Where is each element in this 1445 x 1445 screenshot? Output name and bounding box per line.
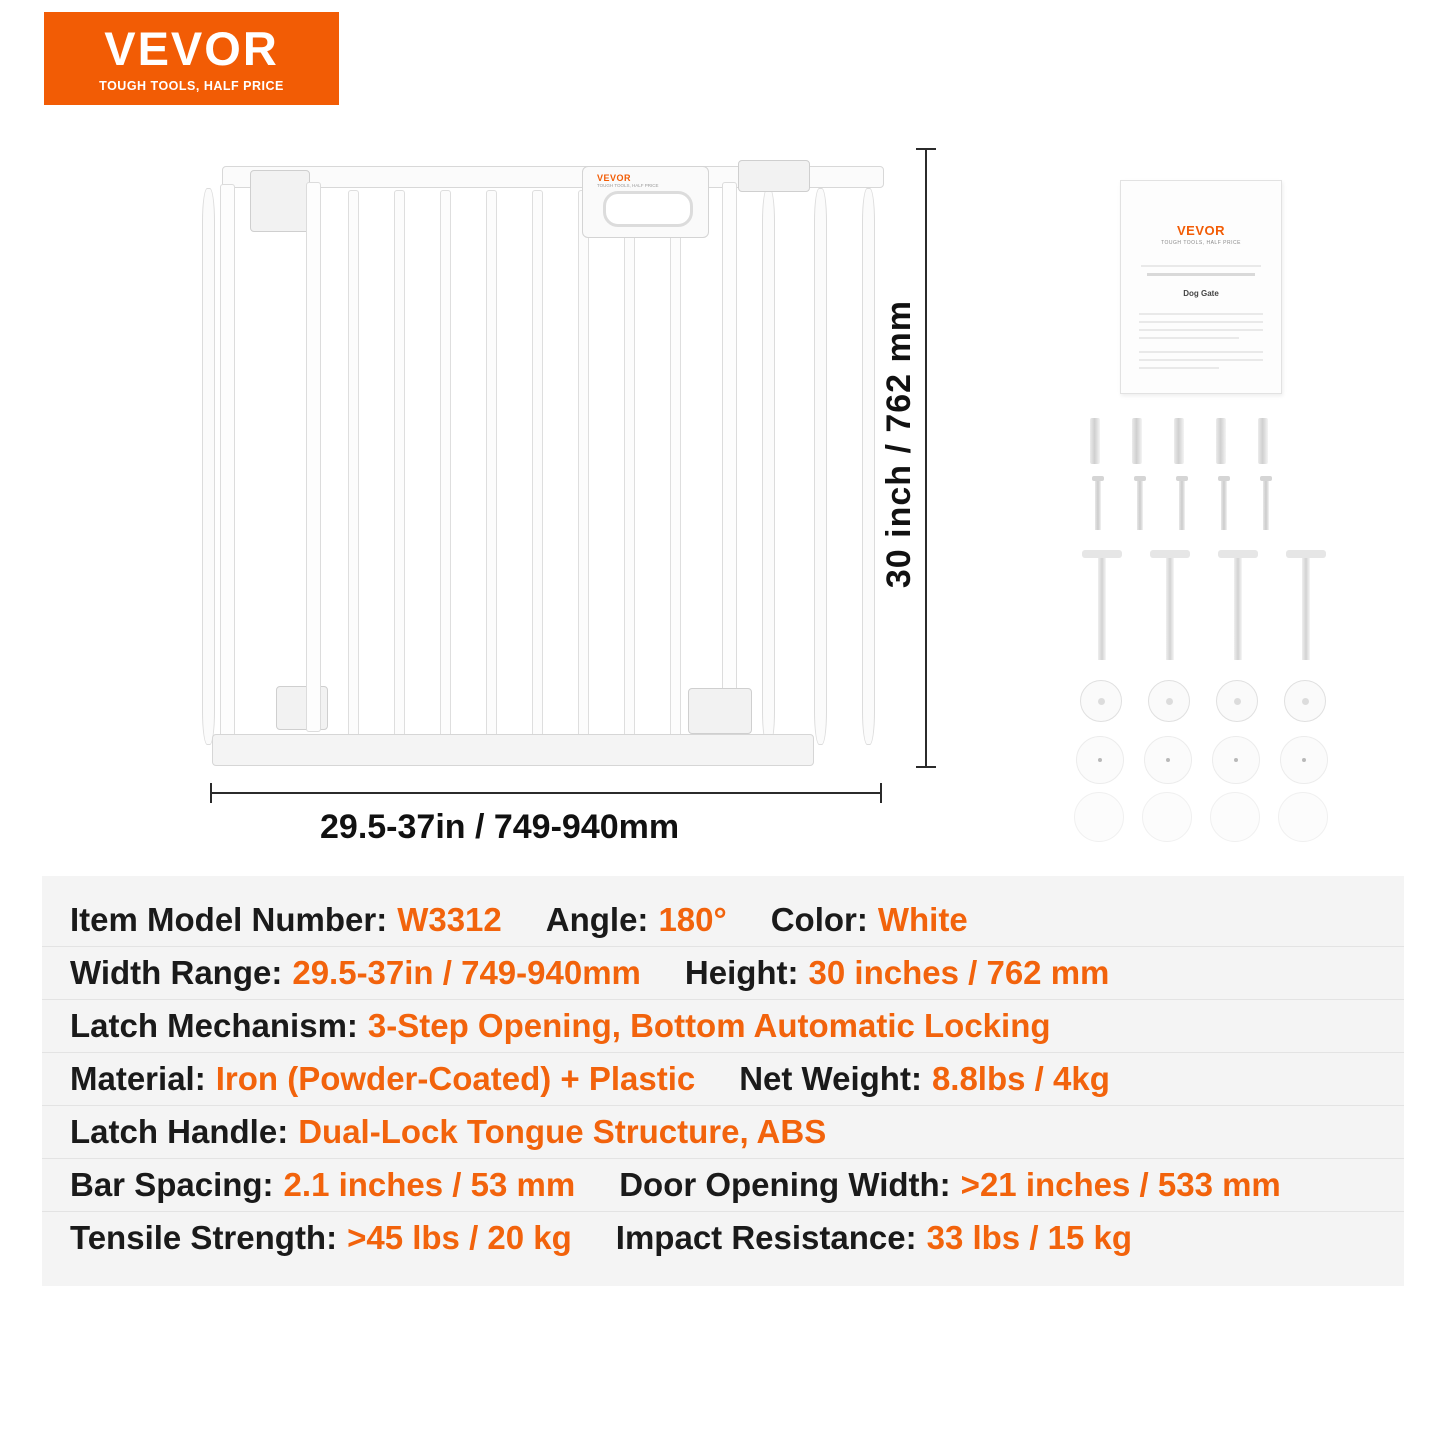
cap-center-dot — [1166, 758, 1170, 762]
spec-item — [70, 1219, 572, 1257]
gate-bar — [670, 190, 681, 737]
manual-body-line — [1139, 367, 1219, 369]
handle-grip-opening — [603, 191, 693, 227]
cap — [1280, 736, 1328, 784]
rubber-pad — [1074, 792, 1124, 842]
spec-label: Impact Resistance: — [615, 1219, 917, 1256]
manual-subtitle-line — [1147, 273, 1255, 276]
gate-bar — [532, 190, 543, 737]
gate-left-frame-curve — [202, 188, 215, 745]
spec-label: Item Model Number: — [70, 901, 388, 938]
manual-body-line — [1139, 321, 1263, 323]
vevor-logo — [44, 12, 339, 105]
logo-tagline: TOUGH TOOLS, HALF PRICE — [99, 78, 284, 93]
rubber-pad — [1142, 792, 1192, 842]
spec-item — [70, 1113, 826, 1151]
screw — [1179, 480, 1185, 530]
spec-label: Angle: — [545, 901, 649, 938]
threaded-bolt — [1166, 550, 1174, 660]
gate-bar — [440, 190, 451, 737]
width-dimension-line — [210, 792, 882, 794]
spec-item — [70, 1007, 1051, 1045]
manual-brand-logo: VEVOR TOUGH TOOLS, HALF PRICE — [1161, 223, 1241, 246]
gate-extension-bar — [762, 188, 775, 745]
threaded-bolt — [1234, 550, 1242, 660]
handle-brand-logo: VEVOR TOUGH TOOLS, HALF PRICE — [597, 173, 659, 188]
gate-latch-handle[interactable] — [582, 166, 709, 238]
spec-label: Latch Handle: — [70, 1113, 289, 1150]
manual-title: Dog Gate — [1183, 289, 1219, 298]
spec-label: Height: — [684, 954, 799, 991]
spec-label: Door Opening Width: — [619, 1166, 951, 1203]
spec-row — [42, 947, 1404, 1000]
rubber-pad — [1210, 792, 1260, 842]
spec-value: 30 inches / 762 mm — [808, 954, 1110, 991]
wall-anchor — [1090, 418, 1100, 464]
spec-label: Latch Mechanism: — [70, 1007, 358, 1044]
instruction-manual — [1120, 180, 1282, 394]
gate-bar — [578, 190, 589, 737]
spec-value: 180° — [658, 901, 727, 938]
logo-wordmark: VEVOR — [104, 21, 279, 75]
spec-item — [616, 1219, 1132, 1257]
spec-value: >45 lbs / 20 kg — [347, 1219, 572, 1256]
specification-table — [42, 876, 1404, 1286]
washer-hole — [1234, 698, 1241, 705]
spec-value: White — [877, 901, 968, 938]
gate-door-left-post — [306, 182, 321, 732]
spec-item — [546, 901, 727, 939]
washer-hole — [1166, 698, 1173, 705]
gate-bottom-rail — [212, 734, 814, 766]
spec-value: 29.5-37in / 749-940mm — [292, 954, 641, 991]
wall-anchor — [1216, 418, 1226, 464]
spec-value: 3-Step Opening, Bottom Automatic Locking — [367, 1007, 1051, 1044]
accessories-illustration — [1040, 180, 1370, 830]
cap — [1076, 736, 1124, 784]
manual-body-line — [1139, 313, 1263, 315]
spec-item — [70, 901, 502, 939]
spec-label: Color: — [770, 901, 868, 938]
spec-item — [771, 901, 968, 939]
spec-label: Material: — [70, 1060, 206, 1097]
gate-bar — [394, 190, 405, 737]
cap-center-dot — [1302, 758, 1306, 762]
spec-row — [42, 1212, 1404, 1264]
spec-value: >21 inches / 533 mm — [960, 1166, 1281, 1203]
spec-item — [685, 954, 1110, 992]
wall-anchor — [1132, 418, 1142, 464]
threaded-bolt — [1302, 550, 1310, 660]
spec-item — [619, 1166, 1281, 1204]
cap-center-dot — [1098, 758, 1102, 762]
screw — [1095, 480, 1101, 530]
gate-bar — [348, 190, 359, 737]
gate-latch-bottom-right — [688, 688, 752, 734]
washer — [1284, 680, 1326, 722]
spec-row — [42, 1159, 1404, 1212]
spec-item — [70, 954, 641, 992]
spec-item — [70, 1060, 695, 1098]
washer — [1216, 680, 1258, 722]
product-illustration — [180, 130, 960, 846]
gate-bar — [624, 190, 635, 737]
spec-row — [42, 1106, 1404, 1159]
gate-door-right-post — [722, 182, 737, 732]
height-dimension-label: 30 inch / 762 mm — [880, 300, 918, 589]
wall-anchor — [1174, 418, 1184, 464]
screw — [1221, 480, 1227, 530]
spec-value: 8.8lbs / 4kg — [931, 1060, 1110, 1097]
screw — [1137, 480, 1143, 530]
spec-label: Net Weight: — [739, 1060, 922, 1097]
cap — [1144, 736, 1192, 784]
washer-hole — [1098, 698, 1105, 705]
spec-label: Bar Spacing: — [70, 1166, 274, 1203]
manual-body-line — [1139, 359, 1263, 361]
manual-rule — [1141, 265, 1261, 267]
manual-body-line — [1139, 351, 1263, 353]
spec-value: W3312 — [397, 901, 502, 938]
wall-anchor — [1258, 418, 1268, 464]
washer — [1148, 680, 1190, 722]
spec-row — [42, 1000, 1404, 1053]
spec-row — [42, 1053, 1404, 1106]
gate-extension-bar — [814, 188, 827, 745]
cap — [1212, 736, 1260, 784]
spec-row — [42, 894, 1404, 947]
washer — [1080, 680, 1122, 722]
gate-mount-top-right — [738, 160, 810, 192]
spec-value: Dual-Lock Tongue Structure, ABS — [298, 1113, 827, 1150]
gate-left-post — [220, 184, 235, 746]
manual-body-line — [1139, 329, 1263, 331]
spec-label: Tensile Strength: — [70, 1219, 338, 1256]
spec-item — [739, 1060, 1110, 1098]
washer-hole — [1302, 698, 1309, 705]
dog-gate-drawing — [202, 148, 892, 768]
gate-bar — [486, 190, 497, 737]
height-dimension-line — [925, 148, 927, 768]
spec-value: 2.1 inches / 53 mm — [283, 1166, 576, 1203]
threaded-bolt — [1098, 550, 1106, 660]
spec-label: Width Range: — [70, 954, 283, 991]
spec-value: 33 lbs / 15 kg — [926, 1219, 1133, 1256]
screw — [1263, 480, 1269, 530]
gate-extension-bar — [862, 188, 875, 745]
rubber-pad — [1278, 792, 1328, 842]
manual-body-line — [1139, 337, 1239, 339]
spec-value: Iron (Powder-Coated) + Plastic — [215, 1060, 696, 1097]
cap-center-dot — [1234, 758, 1238, 762]
spec-item — [70, 1166, 575, 1204]
gate-hinge-top-left — [250, 170, 310, 232]
width-dimension-label: 29.5-37in / 749-940mm — [320, 808, 680, 846]
